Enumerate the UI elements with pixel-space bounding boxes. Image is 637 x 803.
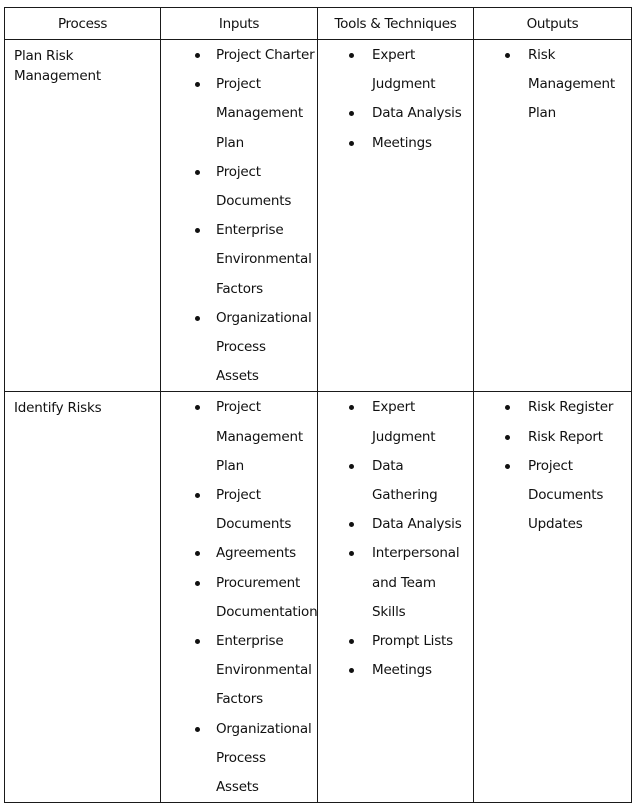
outputs-list <box>474 40 631 129</box>
list-item: Project Documents Updates <box>474 452 613 540</box>
inputs-cell <box>161 392 318 803</box>
inputs-list <box>161 392 317 802</box>
table-row <box>5 40 632 392</box>
list-item: Enterprise Environmental Factors <box>161 216 311 304</box>
list-item: Expert Judgment <box>318 393 442 451</box>
list-item: Interpersonal and Team Skills <box>318 539 462 627</box>
list-item: Data Analysis <box>318 510 473 539</box>
ittos-table <box>4 7 632 803</box>
list-item: Procurement Documentation <box>161 569 316 627</box>
list-item: Project Management Plan <box>161 70 306 158</box>
list-item: Meetings <box>318 656 473 685</box>
header-outputs: Outputs <box>474 8 632 40</box>
tools-list <box>318 40 473 158</box>
outputs-list <box>474 392 631 539</box>
table-row <box>5 392 632 803</box>
header-tools-techniques: Tools & Techniques <box>318 8 474 40</box>
list-item: Agreements <box>161 539 317 568</box>
header-process: Process <box>5 8 161 40</box>
tools-list <box>318 392 473 685</box>
list-item: Organizational Process Assets <box>161 715 311 803</box>
process-cell <box>5 392 161 803</box>
list-item: Risk Report <box>474 423 631 452</box>
list-item: Enterprise Environmental Factors <box>161 627 311 715</box>
list-item: Data Analysis <box>318 99 473 128</box>
header-inputs: Inputs <box>161 8 318 40</box>
list-item: Risk Register <box>474 393 631 422</box>
list-item: Risk Management Plan <box>474 41 618 129</box>
list-item: Meetings <box>318 129 473 158</box>
process-name: Plan Risk Management <box>14 48 101 84</box>
list-item: Project Documents <box>161 158 296 216</box>
table-header-row <box>5 8 632 40</box>
list-item: Data Gathering <box>318 452 473 510</box>
inputs-cell <box>161 40 318 392</box>
outputs-cell <box>474 40 632 392</box>
process-cell <box>5 40 161 392</box>
tools-cell <box>318 40 474 392</box>
tools-cell <box>318 392 474 803</box>
outputs-cell <box>474 392 632 803</box>
list-item: Project Documents <box>161 481 296 539</box>
list-item: Prompt Lists <box>318 627 473 656</box>
list-item: Organizational Process Assets <box>161 304 311 392</box>
inputs-list <box>161 40 317 391</box>
list-item: Project Charter <box>161 41 317 70</box>
list-item: Project Management Plan <box>161 393 306 481</box>
list-item: Expert Judgment <box>318 41 442 99</box>
process-name: Identify Risks <box>14 400 102 417</box>
